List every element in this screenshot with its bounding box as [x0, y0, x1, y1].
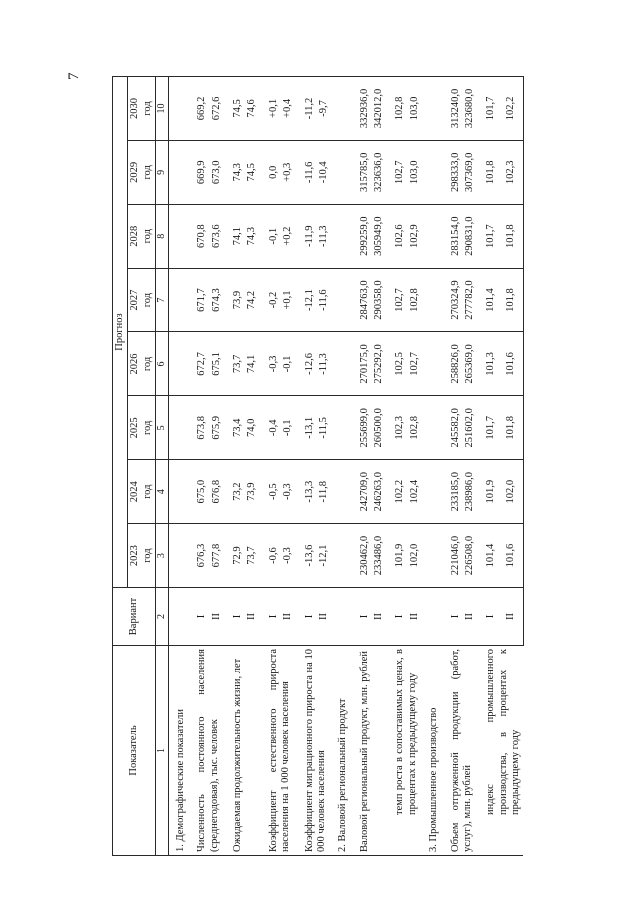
value-cell: 290831,0 — [463, 204, 477, 268]
variant-cell: II — [408, 588, 422, 646]
value-cell: 101,4 — [477, 268, 504, 332]
rotated-table-wrapper — [112, 76, 622, 856]
empty-cell — [331, 204, 350, 268]
header-year: 2028 год — [128, 204, 156, 268]
value-cell: -11,6 — [296, 140, 317, 204]
value-cell: 101,9 — [477, 460, 504, 524]
table-row — [477, 77, 504, 856]
value-cell: 102,4 — [408, 460, 422, 524]
empty-cell — [331, 332, 350, 396]
value-cell: 102,3 — [386, 396, 407, 460]
value-cell: 258826,0 — [442, 332, 463, 396]
value-cell: 74,3 — [224, 140, 245, 204]
value-cell: 674,3 — [210, 268, 224, 332]
value-cell: 0,0 — [260, 140, 281, 204]
variant-cell: I — [386, 588, 407, 646]
variant-cell: II — [504, 588, 523, 646]
table-row — [296, 77, 317, 856]
empty-cell — [331, 396, 350, 460]
header-index-cell: 6 — [156, 332, 169, 396]
empty-cell — [168, 588, 188, 646]
page-number: 7 — [66, 72, 82, 80]
table-row — [224, 77, 245, 856]
table-row — [386, 77, 407, 856]
variant-cell: I — [442, 588, 463, 646]
value-cell: 305949,0 — [372, 204, 386, 268]
value-cell: 72,9 — [224, 524, 245, 588]
variant-cell: I — [477, 588, 504, 646]
value-cell: 101,9 — [386, 524, 407, 588]
variant-cell: II — [372, 588, 386, 646]
section-row — [168, 77, 188, 856]
value-cell: 102,6 — [386, 204, 407, 268]
value-cell: -0,3 — [260, 332, 281, 396]
table-header — [113, 77, 169, 856]
indicator-name: Валовой региональный продукт, млн. рублей — [351, 646, 387, 856]
value-cell: 676,8 — [210, 460, 224, 524]
value-cell: 103,0 — [408, 140, 422, 204]
value-cell: -12,6 — [296, 332, 317, 396]
header-index-cell: 1 — [156, 646, 169, 856]
value-cell: 246263,0 — [372, 460, 386, 524]
value-cell: -11,3 — [317, 332, 331, 396]
value-cell: 238986,0 — [463, 460, 477, 524]
value-cell: 74,1 — [245, 332, 259, 396]
empty-cell — [168, 460, 188, 524]
value-cell: -13,3 — [296, 460, 317, 524]
section-title: 3. Промышленное производство — [422, 646, 441, 856]
table-row — [188, 77, 209, 856]
header-column-index — [156, 77, 169, 856]
value-cell: -11,5 — [317, 396, 331, 460]
value-cell: 73,9 — [224, 268, 245, 332]
value-cell: 675,9 — [210, 396, 224, 460]
indicator-name: темп роста в сопоставимых ценах, в процентах к предыдущему году — [386, 646, 422, 856]
value-cell: 323680,0 — [463, 77, 477, 141]
value-cell: -10,4 — [317, 140, 331, 204]
empty-cell — [168, 268, 188, 332]
value-cell: -12,1 — [317, 524, 331, 588]
value-cell: 323636,0 — [372, 140, 386, 204]
value-cell: 673,6 — [210, 204, 224, 268]
value-cell: 242709,0 — [351, 460, 372, 524]
header-year: 2025 год — [128, 396, 156, 460]
value-cell: -11,2 — [296, 77, 317, 141]
value-cell: 101,8 — [504, 204, 523, 268]
value-cell: 315785,0 — [351, 140, 372, 204]
empty-cell — [422, 396, 441, 460]
indicator-name: Коэффициент естественного прироста населения на 1 000 человек населения — [260, 646, 296, 856]
value-cell: -0,4 — [260, 396, 281, 460]
value-cell: 101,7 — [477, 204, 504, 268]
value-cell: -11,9 — [296, 204, 317, 268]
variant-cell: I — [260, 588, 281, 646]
value-cell: 298333,0 — [442, 140, 463, 204]
table-body — [168, 77, 523, 856]
empty-cell — [331, 268, 350, 332]
value-cell: 313240,0 — [442, 77, 463, 141]
value-cell: -12,1 — [296, 268, 317, 332]
header-index-cell: 8 — [156, 204, 169, 268]
value-cell: -9,7 — [317, 77, 331, 141]
value-cell: 342012,0 — [372, 77, 386, 141]
empty-cell — [331, 524, 350, 588]
value-cell: 101,8 — [504, 268, 523, 332]
value-cell: 677,8 — [210, 524, 224, 588]
header-year: 2030 год — [128, 77, 156, 141]
value-cell: 675,0 — [188, 460, 209, 524]
value-cell: 102,7 — [386, 140, 407, 204]
header-index-cell: 9 — [156, 140, 169, 204]
empty-cell — [422, 588, 441, 646]
value-cell: 102,0 — [408, 524, 422, 588]
value-cell: 73,7 — [245, 524, 259, 588]
value-cell: +0,1 — [260, 77, 281, 141]
value-cell: 74,2 — [245, 268, 259, 332]
value-cell: -11,8 — [317, 460, 331, 524]
variant-cell: I — [351, 588, 372, 646]
value-cell: 672,7 — [188, 332, 209, 396]
value-cell: -11,6 — [317, 268, 331, 332]
value-cell: 226508,0 — [463, 524, 477, 588]
value-cell: 101,8 — [477, 140, 504, 204]
value-cell: 74,1 — [224, 204, 245, 268]
value-cell: -11,3 — [317, 204, 331, 268]
header-index-cell: 4 — [156, 460, 169, 524]
value-cell: 260500,0 — [372, 396, 386, 460]
value-cell: 102,7 — [386, 268, 407, 332]
value-cell: -13,1 — [296, 396, 317, 460]
value-cell: -13,6 — [296, 524, 317, 588]
empty-cell — [168, 332, 188, 396]
empty-cell — [168, 77, 188, 141]
section-row — [331, 77, 350, 856]
value-cell: 102,2 — [386, 460, 407, 524]
empty-cell — [331, 140, 350, 204]
variant-cell: II — [281, 588, 295, 646]
value-cell: -0,3 — [281, 460, 295, 524]
value-cell: 675,1 — [210, 332, 224, 396]
value-cell: +0,3 — [281, 140, 295, 204]
section-row — [422, 77, 441, 856]
section-title: 1. Демографические показатели — [168, 646, 188, 856]
value-cell: 277782,0 — [463, 268, 477, 332]
value-cell: 275292,0 — [372, 332, 386, 396]
indicator-name: Коэффициент миграционного прироста на 10 000 человек населения — [296, 646, 332, 856]
value-cell: 101,4 — [477, 524, 504, 588]
value-cell: 673,0 — [210, 140, 224, 204]
value-cell: 73,7 — [224, 332, 245, 396]
header-variant: Вариант — [113, 588, 156, 646]
value-cell: 284763,0 — [351, 268, 372, 332]
indicator-name: Численность постоянного населения (среднегодовая), тыс. человек — [188, 646, 224, 856]
value-cell: 299259,0 — [351, 204, 372, 268]
value-cell: 669,2 — [188, 77, 209, 141]
header-year: 2029 год — [128, 140, 156, 204]
value-cell: 245582,0 — [442, 396, 463, 460]
variant-cell: I — [188, 588, 209, 646]
value-cell: 265369,0 — [463, 332, 477, 396]
value-cell: 102,8 — [386, 77, 407, 141]
value-cell: 74,5 — [245, 140, 259, 204]
value-cell: 101,8 — [504, 396, 523, 460]
value-cell: 270175,0 — [351, 332, 372, 396]
value-cell: 673,8 — [188, 396, 209, 460]
table-row — [351, 77, 372, 856]
value-cell: 102,7 — [408, 332, 422, 396]
header-index-cell: 2 — [156, 588, 169, 646]
value-cell: -0,1 — [281, 332, 295, 396]
variant-cell: II — [463, 588, 477, 646]
value-cell: 103,0 — [408, 77, 422, 141]
value-cell: 671,7 — [188, 268, 209, 332]
value-cell: 307369,0 — [463, 140, 477, 204]
value-cell: 230462,0 — [351, 524, 372, 588]
value-cell: 102,9 — [408, 204, 422, 268]
value-cell: 73,9 — [245, 460, 259, 524]
empty-cell — [422, 524, 441, 588]
value-cell: 102,5 — [386, 332, 407, 396]
value-cell: 74,5 — [224, 77, 245, 141]
table-row — [260, 77, 281, 856]
value-cell: 332936,0 — [351, 77, 372, 141]
value-cell: 101,6 — [504, 332, 523, 396]
empty-cell — [422, 77, 441, 141]
value-cell: 233185,0 — [442, 460, 463, 524]
value-cell: 102,8 — [408, 396, 422, 460]
forecast-table — [112, 76, 524, 856]
header-indicator: Показатель — [113, 646, 156, 856]
value-cell: 102,2 — [504, 77, 523, 141]
header-index-cell: 5 — [156, 396, 169, 460]
value-cell: -0,2 — [260, 268, 281, 332]
empty-cell — [422, 332, 441, 396]
indicator-name: Объем отгруженной продукции (работ, услуг), млн. рублей — [442, 646, 478, 856]
value-cell: -0,3 — [281, 524, 295, 588]
value-cell: -0,5 — [260, 460, 281, 524]
value-cell: 101,3 — [477, 332, 504, 396]
value-cell: 676,3 — [188, 524, 209, 588]
empty-cell — [168, 140, 188, 204]
header-forecast: Прогноз — [113, 77, 128, 588]
value-cell: 251602,0 — [463, 396, 477, 460]
header-year: 2023 год — [128, 524, 156, 588]
value-cell: +0,4 — [281, 77, 295, 141]
value-cell: 270324,9 — [442, 268, 463, 332]
value-cell: +0,2 — [281, 204, 295, 268]
value-cell: -0,6 — [260, 524, 281, 588]
value-cell: 73,4 — [224, 396, 245, 460]
variant-cell: I — [296, 588, 317, 646]
empty-cell — [168, 524, 188, 588]
value-cell: +0,1 — [281, 268, 295, 332]
value-cell: 233486,0 — [372, 524, 386, 588]
value-cell: 102,0 — [504, 460, 523, 524]
value-cell: 255699,0 — [351, 396, 372, 460]
header-year: 2027 год — [128, 268, 156, 332]
value-cell: -0,1 — [260, 204, 281, 268]
variant-cell: II — [210, 588, 224, 646]
value-cell: 669,9 — [188, 140, 209, 204]
table-row — [442, 77, 463, 856]
value-cell: 290358,0 — [372, 268, 386, 332]
variant-cell: I — [224, 588, 245, 646]
empty-cell — [422, 140, 441, 204]
value-cell: 74,6 — [245, 77, 259, 141]
indicator-name: Ожидаемая продолжительность жизни, лет — [224, 646, 260, 856]
empty-cell — [168, 396, 188, 460]
empty-cell — [422, 460, 441, 524]
header-year: 2026 год — [128, 332, 156, 396]
variant-cell: II — [317, 588, 331, 646]
value-cell: 101,7 — [477, 396, 504, 460]
empty-cell — [331, 77, 350, 141]
value-cell: 74,0 — [245, 396, 259, 460]
section-title: 2. Валовой региональный продукт — [331, 646, 350, 856]
value-cell: 73,2 — [224, 460, 245, 524]
empty-cell — [331, 460, 350, 524]
value-cell: 102,3 — [504, 140, 523, 204]
value-cell: -0,1 — [281, 396, 295, 460]
value-cell: 221046,0 — [442, 524, 463, 588]
empty-cell — [422, 204, 441, 268]
header-index-cell: 3 — [156, 524, 169, 588]
value-cell: 101,6 — [504, 524, 523, 588]
variant-cell: II — [245, 588, 259, 646]
empty-cell — [422, 268, 441, 332]
value-cell: 670,8 — [188, 204, 209, 268]
indicator-name: индекс промышленного производства, в процентах к предыдущему году — [477, 646, 523, 856]
value-cell: 102,8 — [408, 268, 422, 332]
value-cell: 672,6 — [210, 77, 224, 141]
empty-cell — [331, 588, 350, 646]
header-index-cell: 7 — [156, 268, 169, 332]
header-index-cell: 10 — [156, 77, 169, 141]
value-cell: 74,3 — [245, 204, 259, 268]
value-cell: 101,7 — [477, 77, 504, 141]
header-year: 2024 год — [128, 460, 156, 524]
value-cell: 283154,0 — [442, 204, 463, 268]
empty-cell — [168, 204, 188, 268]
